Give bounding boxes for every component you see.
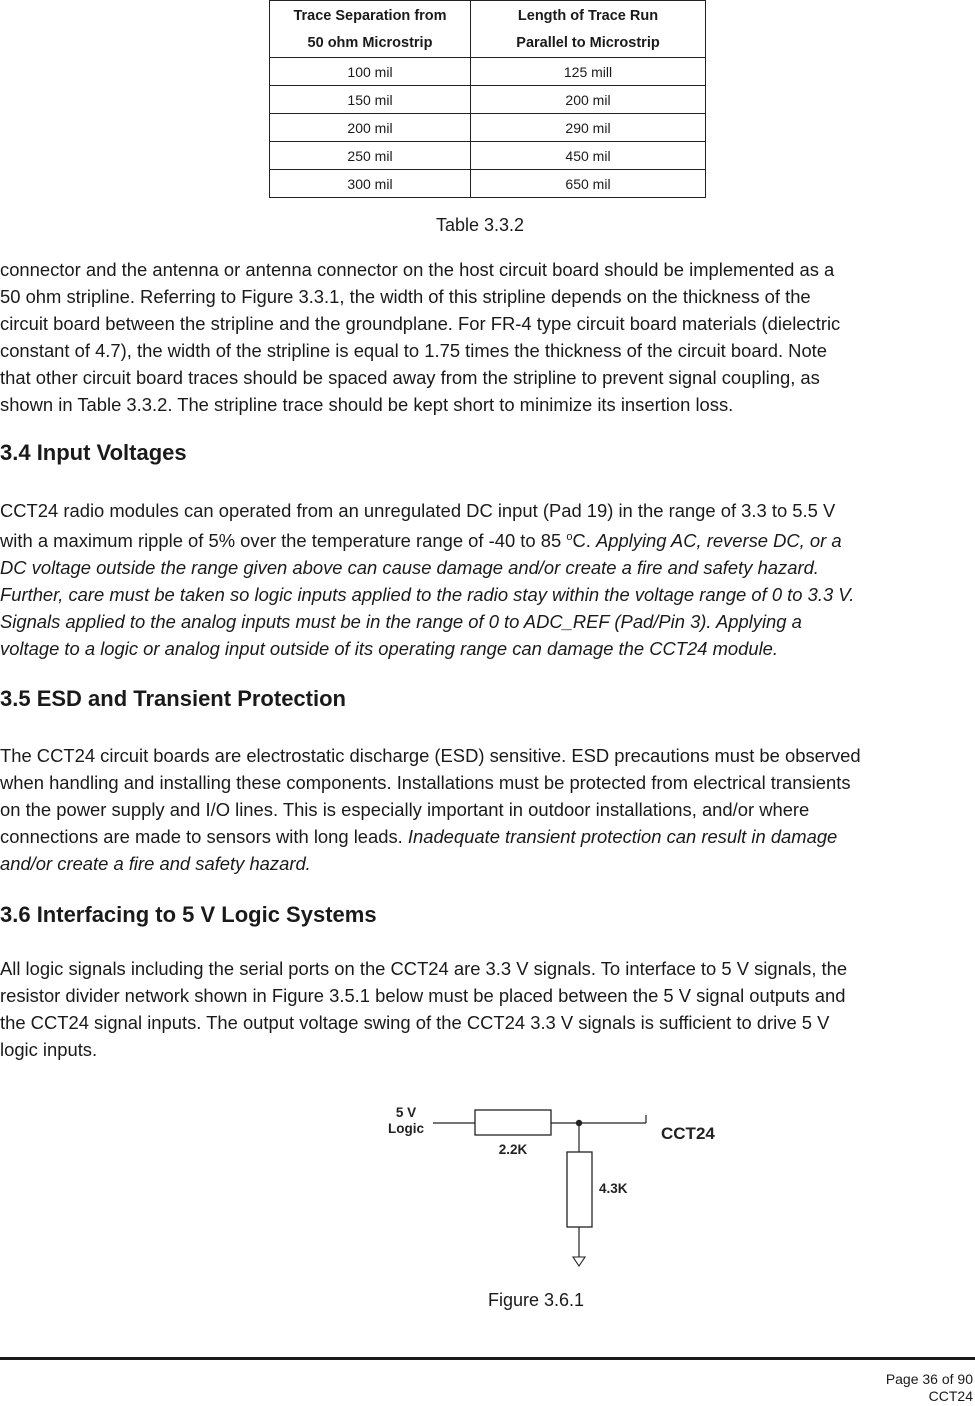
- label-r2-value: 4.3K: [599, 1181, 628, 1196]
- paragraph-line: the CCT24 signal inputs. The output voltage swing of the CCT24 3.3 V signals is sufficient to drive 5 V: [0, 1012, 830, 1033]
- paragraph-line: that other circuit board traces should be spaced away from the stripline to prevent signal coupling, as: [0, 367, 820, 388]
- table-header-length: Length of Trace Run Parallel to Microstrip: [471, 1, 706, 58]
- trace-separation-table: [269, 0, 706, 198]
- paragraph-line: connections are made to sensors with long leads. Inadequate transient protection can result in damage: [0, 826, 838, 847]
- table-cell: 150 mil: [270, 86, 471, 114]
- table-cell: 200 mil: [471, 86, 706, 114]
- paragraph-line: with a maximum ripple of 5% over the temperature range of -40 to 85 $^o$C. Applying AC, reverse DC, or a: [0, 530, 842, 552]
- table-cell: 100 mil: [270, 58, 471, 86]
- table-cell: 125 mill: [471, 58, 706, 86]
- table-cell: 450 mil: [471, 142, 706, 170]
- paragraph-line: on the power supply and I/O lines. This is especially important in outdoor installations, and/or where: [0, 799, 810, 820]
- paragraph-line: The CCT24 circuit boards are electrostatic discharge (ESD) sensitive. ESD precautions must be observed: [0, 745, 861, 766]
- resistor-r1: [475, 1110, 551, 1135]
- section-heading-esd: 3.5 ESD and Transient Protection: [0, 686, 346, 711]
- intro-paragraph: [0, 256, 975, 418]
- table-row: [270, 170, 706, 198]
- label-cct24: CCT24: [661, 1124, 715, 1143]
- esd-paragraph: [0, 742, 975, 877]
- table-row: [270, 142, 706, 170]
- table-row: [270, 114, 706, 142]
- paragraph-line: DC voltage outside the range given above can cause damage and/or create a fire and safety hazard.: [0, 557, 819, 579]
- figure-caption: Figure 3.6.1: [488, 1290, 585, 1310]
- paragraph-line: resistor divider network shown in Figure 3.5.1 below must be placed between the 5 V signal outputs and: [0, 985, 846, 1006]
- paragraph-line: All logic signals including the serial ports on the CCT24 are 3.3 V signals. To interface to 5 V signals, the: [0, 958, 848, 979]
- label-r1-value: 2.2K: [498, 1142, 528, 1157]
- paragraph-line: 50 ohm stripline. Referring to Figure 3.3.1, the width of this stripline depends on the thickness of the: [0, 286, 811, 307]
- paragraph-line: CCT24 radio modules can operated from an unregulated DC input (Pad 19) in the range of 3.3 to 5.5 V: [0, 500, 836, 521]
- table-row: [270, 86, 706, 114]
- paragraph-line: logic inputs.: [0, 1039, 98, 1060]
- table-caption: Table 3.3.2: [436, 215, 525, 235]
- table-cell: 250 mil: [270, 142, 471, 170]
- table-cell: 200 mil: [270, 114, 471, 142]
- interfacing-paragraph: [0, 955, 975, 1063]
- paragraph-line: shown in Table 3.3.2. The stripline trace should be kept short to minimize its insertion loss.: [0, 394, 734, 415]
- paragraph-line: Further, care must be taken so logic inputs applied to the radio stay within the voltage range of 0 to 3.3 V.: [0, 584, 855, 606]
- table-cell: 300 mil: [270, 170, 471, 198]
- paragraph-line: voltage to a logic or analog input outside of its operating range can damage the CCT24 module.: [0, 638, 779, 660]
- paragraph-line: constant of 4.7), the width of the stripline is equal to 1.75 times the thickness of the circuit board. Note: [0, 340, 828, 361]
- table-cell: 650 mil: [471, 170, 706, 198]
- paragraph-line: and/or create a fire and safety hazard.: [0, 853, 311, 874]
- table-cell: 290 mil: [471, 114, 706, 142]
- paragraph-line: circuit board between the stripline and the groundplane. For FR-4 type circuit board materials (dielectric: [0, 313, 841, 334]
- degree-superscript: o: [566, 531, 573, 543]
- section-heading-input-voltages: 3.4 Input Voltages: [0, 440, 187, 465]
- page-number: Page 36 of 90: [885, 1371, 973, 1387]
- label-5v: 5 V: [395, 1105, 417, 1120]
- product-name: CCT24: [928, 1388, 973, 1404]
- input-voltages-paragraph: [0, 497, 975, 662]
- table-row: [270, 58, 706, 86]
- section-heading-interfacing: 3.6 Interfacing to 5 V Logic Systems: [0, 902, 377, 927]
- table-header-separation: Trace Separation from 50 ohm Microstrip: [270, 1, 471, 58]
- ground-icon: [573, 1257, 585, 1266]
- paragraph-line: connector and the antenna or antenna connector on the host circuit board should be implemented as a: [0, 259, 835, 280]
- resistor-r2: [567, 1152, 592, 1227]
- paragraph-line: when handling and installing these components. Installations must be protected from electrical transients: [0, 772, 851, 793]
- paragraph-line: Signals applied to the analog inputs must be in the range of 0 to ADC_REF (Pad/Pin 3). Applying a: [0, 611, 802, 633]
- resistor-divider-schematic: [370, 1095, 730, 1275]
- label-logic: Logic: [388, 1121, 424, 1136]
- footer-divider: [0, 1357, 975, 1360]
